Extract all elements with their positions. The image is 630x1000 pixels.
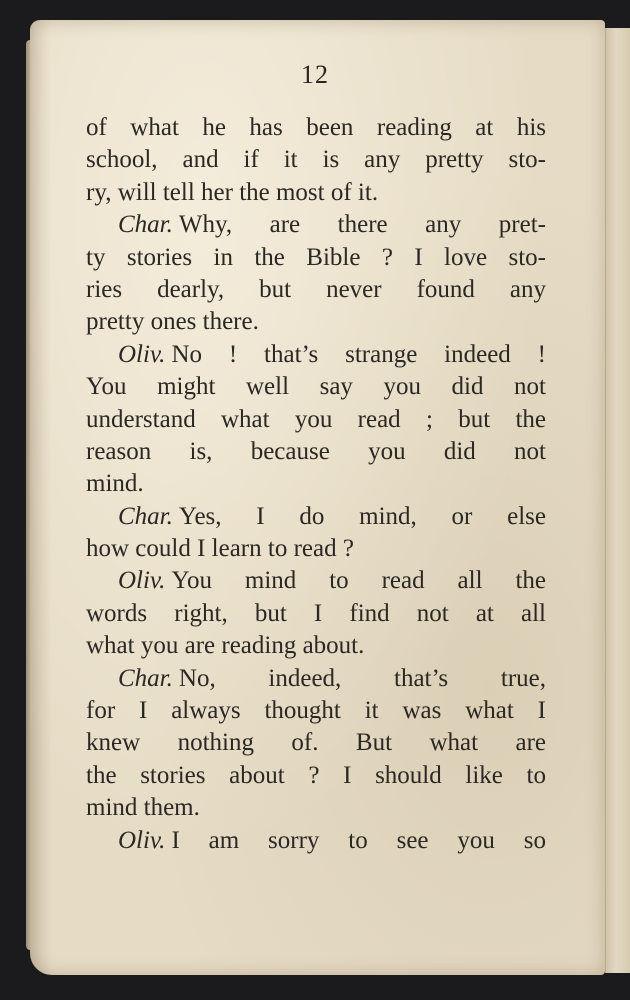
line-text: ty stories in the Bible ? I love sto-: [86, 243, 546, 271]
line-text: how could I learn to read ?: [86, 535, 354, 563]
line-text: knew nothing of. But what are: [86, 729, 546, 757]
text-line: [86, 436, 546, 468]
line-text: You mind to read all the: [171, 567, 546, 595]
text-line: [86, 695, 546, 727]
text-line: [86, 533, 546, 565]
text-line: [86, 274, 546, 306]
line-text: reason is, because you did not: [86, 437, 546, 465]
text-line: [86, 565, 546, 597]
text-line: [86, 792, 546, 824]
text-line: [86, 825, 546, 857]
line-text: mind.: [86, 470, 144, 498]
line-text: for I always thought it was what I: [86, 697, 546, 725]
line-text: You might well say you did not: [86, 373, 546, 401]
line-text: what you are reading about.: [86, 632, 365, 660]
line-text: ry, will tell her the most of it.: [86, 178, 379, 206]
line-text: the stories about ? I should like to: [86, 761, 546, 789]
line-text: Why, are there any pret-: [178, 211, 546, 239]
line-text: No ! that’s strange indeed !: [171, 340, 546, 368]
text-line: [86, 630, 546, 662]
line-text: words right, but I find not at all: [86, 599, 546, 627]
line-text: pretty ones there.: [86, 308, 259, 336]
line-text: school, and if it is any pretty sto-: [86, 146, 546, 174]
speaker-name: Char.: [118, 502, 173, 530]
text-line: [86, 177, 546, 209]
text-line: [86, 209, 546, 241]
text-line: [86, 112, 546, 144]
line-text: Yes, I do mind, or else: [178, 502, 546, 530]
line-text: ries dearly, but never found any: [86, 275, 546, 303]
speaker-name: Oliv.: [118, 567, 166, 595]
text-line: [86, 468, 546, 500]
line-text: understand what you read ; but the: [86, 405, 546, 433]
text-line: [86, 242, 546, 274]
text-line: [86, 404, 546, 436]
page-text: [86, 112, 546, 857]
text-line: [86, 727, 546, 759]
facing-page-edge: [605, 28, 630, 973]
text-line: [86, 501, 546, 533]
text-line: [86, 371, 546, 403]
line-text: I am sorry to see you so: [171, 826, 546, 854]
text-line: [86, 339, 546, 371]
line-text: of what he has been reading at his: [86, 114, 546, 141]
text-line: [86, 306, 546, 338]
text-line: [86, 598, 546, 630]
text-line: [86, 760, 546, 792]
text-line: [86, 144, 546, 176]
speaker-name: Oliv.: [118, 826, 166, 854]
speaker-name: Oliv.: [118, 340, 166, 368]
speaker-name: Char.: [118, 664, 173, 692]
text-line: [86, 663, 546, 695]
page-number: 12: [301, 60, 329, 89]
speaker-name: Char.: [118, 211, 173, 239]
line-text: mind them.: [86, 794, 200, 822]
line-text: No, indeed, that’s true,: [178, 664, 546, 692]
